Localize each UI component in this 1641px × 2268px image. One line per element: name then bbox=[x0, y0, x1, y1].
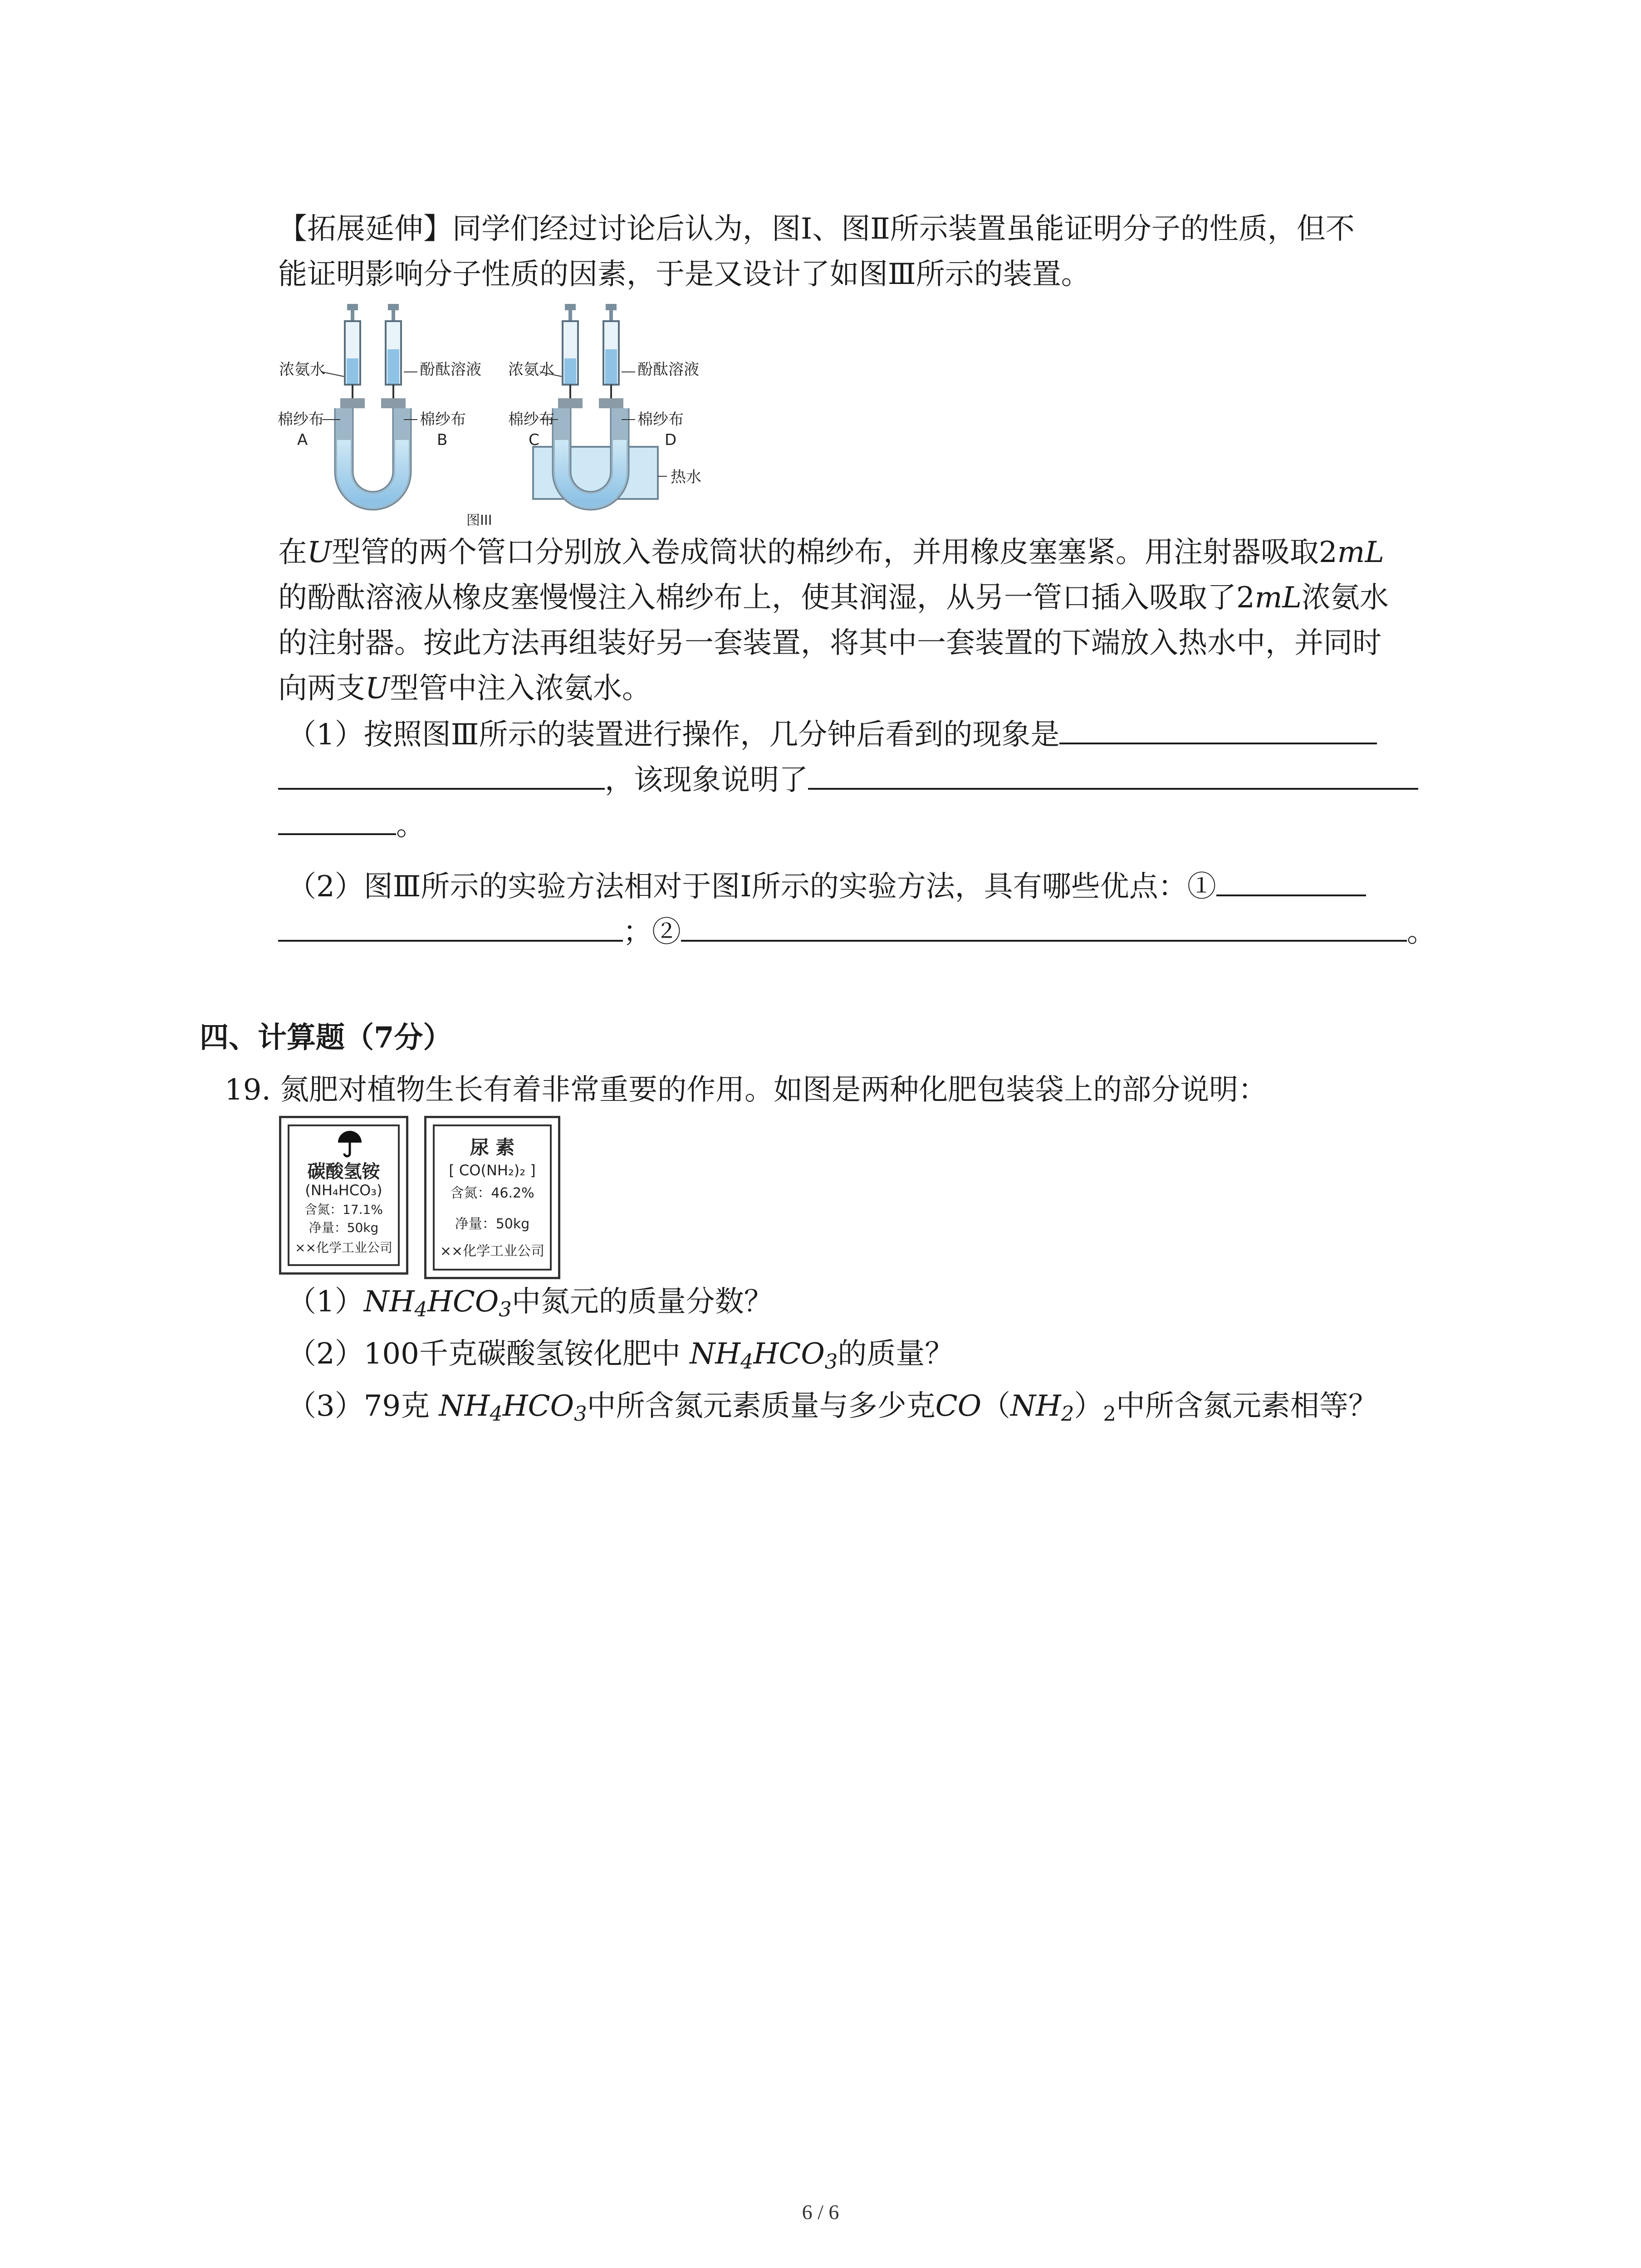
formula-nh4hco3-1: $NH_4HCO_3$ bbox=[363, 1285, 512, 1322]
label-hot-water: 热水 bbox=[671, 468, 701, 486]
q1-line-1 bbox=[287, 712, 1377, 758]
u-tube-left bbox=[322, 304, 417, 510]
q1-answer-blank-1[interactable] bbox=[1059, 717, 1377, 744]
procedure-l1-u: U bbox=[307, 536, 332, 569]
bag2-formula: [ CO(NH₂)₂ ] bbox=[449, 1162, 536, 1179]
label-c: C bbox=[529, 431, 539, 449]
label-cotton-c: 棉纱布 bbox=[508, 411, 554, 429]
q19-sub3-close: ） bbox=[1074, 1389, 1103, 1423]
q2-end: 。 bbox=[1407, 915, 1436, 949]
umbrella-icon bbox=[336, 1130, 363, 1158]
q19-sub3-open: （ bbox=[981, 1389, 1011, 1423]
bag1-nitrogen-content: 含氮：17.1% bbox=[304, 1202, 383, 1217]
u-tube-right bbox=[533, 304, 667, 510]
section-4-title: 四、计算题（7分） bbox=[200, 1021, 452, 1055]
q1-text: （1）按照图Ⅲ所示的装置进行操作，几分钟后看到的现象是 bbox=[287, 718, 1060, 752]
procedure-l2-b: 浓氨水 bbox=[1301, 581, 1389, 615]
q19-sub2-text: 的质量？ bbox=[838, 1337, 954, 1371]
fertilizer-bag-urea bbox=[424, 1116, 560, 1279]
procedure-line-2 bbox=[278, 575, 1389, 621]
procedure-l2-a: 的酚酞溶液从橡皮塞慢慢注入棉纱布上，使其润湿，从另一管口插入吸取了2 bbox=[278, 581, 1255, 615]
procedure-l4-b: 型管中注入浓氨水。 bbox=[389, 672, 651, 705]
q2-answer-blank-3[interactable] bbox=[681, 914, 1407, 942]
procedure-l4-u: U bbox=[365, 672, 390, 705]
q19-sub-3 bbox=[287, 1383, 1377, 1437]
label-d: D bbox=[665, 431, 677, 449]
bag2-company: ××化学工业公司 bbox=[440, 1243, 545, 1259]
q19-sub3-sub2: 2 bbox=[1103, 1402, 1116, 1426]
procedure-l2-ml: mL bbox=[1254, 581, 1302, 615]
extension-line-1: 【拓展延伸】同学们经过讨论后认为，图Ⅰ、图Ⅱ所示装置虽能证明分子的性质，但不 bbox=[278, 212, 1355, 246]
label-a: A bbox=[297, 431, 308, 449]
q2-text: （2）图Ⅲ所示的实验方法相对于图Ⅰ所示的实验方法，具有哪些优点：① bbox=[287, 870, 1216, 904]
q2-answer-blank-2[interactable] bbox=[278, 914, 623, 942]
procedure-l4-a: 向两支 bbox=[278, 672, 365, 705]
q1-answer-blank-3[interactable] bbox=[808, 763, 1418, 790]
bag2-net-weight: 净量：50kg bbox=[455, 1216, 530, 1232]
procedure-l1-a: 在 bbox=[278, 536, 307, 569]
q19-sub3-prefix: （3）79克 bbox=[287, 1389, 439, 1423]
extension-line-2: 能证明影响分子性质的因素，于是又设计了如图Ⅲ所示的装置。 bbox=[278, 258, 1090, 291]
formula-nh4hco3-3: $NH_4HCO_3$ bbox=[439, 1389, 587, 1426]
q19-sub2-prefix: （2）100千克碳酸氢铵化肥中 bbox=[287, 1337, 690, 1371]
label-cotton-b: 棉纱布 bbox=[420, 411, 466, 429]
bag1-net-weight: 净量：50kg bbox=[309, 1220, 379, 1235]
label-cotton-a: 棉纱布 bbox=[278, 411, 324, 429]
label-ammonia-right: 浓氨水 bbox=[508, 361, 554, 379]
bag1-name: 碳酸氢铵 bbox=[307, 1161, 380, 1182]
page-number: 6 / 6 bbox=[802, 2200, 839, 2224]
procedure-line-1 bbox=[278, 530, 1384, 575]
label-b: B bbox=[437, 431, 448, 449]
q1-answer-blank-4[interactable] bbox=[278, 808, 396, 835]
q2-answer-blank-1[interactable] bbox=[1216, 869, 1366, 896]
q1-line-2 bbox=[278, 758, 1418, 803]
q1-mid-text: ，该现象说明了 bbox=[605, 763, 808, 797]
formula-nh2: $NH_2$ bbox=[1010, 1389, 1074, 1426]
bag2-name: 尿 素 bbox=[470, 1136, 515, 1158]
label-ammonia-left: 浓氨水 bbox=[279, 361, 325, 379]
procedure-line-4 bbox=[278, 666, 651, 711]
q19-sub-1 bbox=[287, 1279, 773, 1332]
bag1-formula: (NH₄HCO₃) bbox=[305, 1182, 382, 1199]
q19-sub1-text: 中氮元的质量分数？ bbox=[511, 1285, 773, 1319]
q2-mid-text: ；② bbox=[623, 915, 681, 949]
bag2-inner bbox=[433, 1124, 552, 1271]
q1-answer-blank-2[interactable] bbox=[278, 763, 605, 790]
procedure-line-3: 的注射器。按此方法再组装好另一套装置，将其中一套装置的下端放入热水中，并同时 bbox=[278, 626, 1381, 660]
q1-line-3 bbox=[278, 803, 425, 848]
label-phenol-right: 酚酞溶液 bbox=[637, 361, 699, 379]
procedure-l1-b: 型管的两个管口分别放入卷成筒状的棉纱布，并用橡皮塞塞紧。用注射器吸取2 bbox=[331, 536, 1337, 569]
formula-nh4hco3-2: $NH_4HCO_3$ bbox=[690, 1337, 838, 1374]
bag2-nitrogen-content: 含氮：46.2% bbox=[450, 1185, 534, 1201]
bag1-inner bbox=[288, 1124, 400, 1266]
procedure-l1-ml: mL bbox=[1337, 536, 1384, 569]
q2-line-1 bbox=[287, 864, 1366, 909]
q19-sub3-end: 中所含氮元素相等？ bbox=[1116, 1389, 1377, 1423]
q19-sub1-prefix: （1） bbox=[287, 1285, 364, 1319]
label-phenol-left: 酚酞溶液 bbox=[420, 361, 481, 379]
q1-end: 。 bbox=[396, 809, 425, 842]
q19-sub-2 bbox=[287, 1331, 954, 1384]
figure-3-caption: 图III bbox=[466, 513, 492, 528]
formula-co: CO bbox=[935, 1389, 982, 1423]
fertilizer-bag-ammonium-bicarbonate bbox=[279, 1116, 408, 1275]
label-cotton-d: 棉纱布 bbox=[637, 411, 684, 429]
q19-stem: 19. 氮肥对植物生长有着非常重要的作用。如图是两种化肥包装袋上的部分说明： bbox=[225, 1073, 1268, 1107]
q19-sub3-text: 中所含氮元素质量与多少克 bbox=[587, 1389, 936, 1423]
bag1-company: ××化学工业公司 bbox=[295, 1240, 392, 1255]
q2-line-2 bbox=[278, 909, 1436, 955]
